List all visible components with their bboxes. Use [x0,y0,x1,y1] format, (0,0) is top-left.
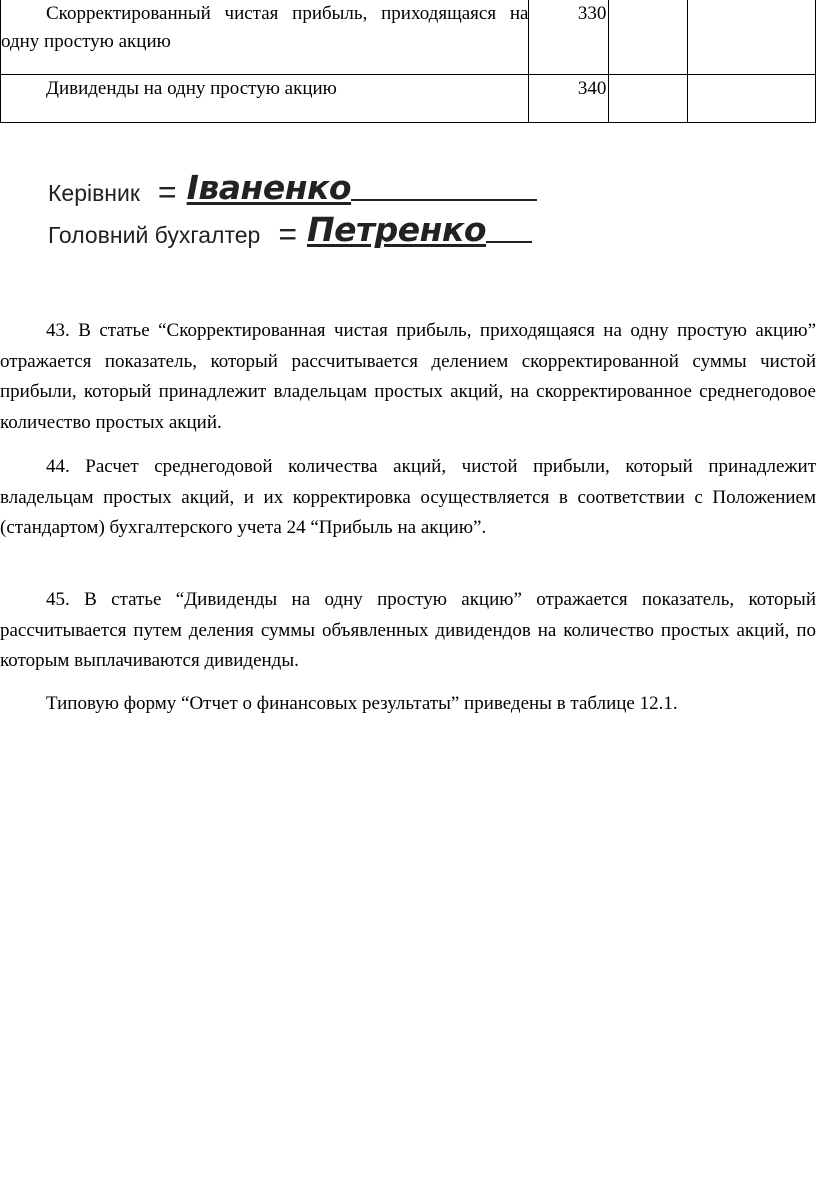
paragraph-43: 43. В статье “Скорректированная чистая прибыль, приходящаяся на одну простую акцию” отражается показатель, который рассчитывается делением скорректированной суммы чистой прибыли, который принадлежит владельцам простых акций, на скорректированное среднегодовое количество простых акций. [0,320,816,433]
accountant-signature-line [48,210,532,252]
row-name-cell [1,75,529,123]
row-name-cell [1,0,529,75]
accountant-signature: Петренко [307,210,486,249]
row-code: 330 [529,0,609,75]
paragraph-45: 45. В статье “Дивиденды на одну простую акцию” отражается показатель, который рассчитывается путем деления суммы объявленных дивидендов на количество простых акций, по которым выплачиваются дивиденды. [0,589,816,671]
row-name: Дивиденды на одну простую акцию [46,78,337,99]
accountant-role: Головний бухгалтер [48,222,261,248]
accountant-equals: = [278,216,297,252]
paragraph-table-reference: Типовую форму “Отчет о финансовых результаты” приведены в таблице 12.1. [46,693,678,714]
table-row [1,0,816,75]
director-equals: = [157,174,177,210]
row-value-current [609,0,688,75]
director-role: Керівник [48,180,140,206]
accountant-signature-rule [486,241,532,243]
director-signature-rule [351,199,537,201]
report-table [0,0,816,123]
director-signature-line [48,168,537,210]
row-code: 340 [529,75,609,123]
table-row [1,75,816,123]
director-signature: Іваненко [186,168,352,207]
row-value-previous [688,0,816,75]
row-value-current [609,75,688,123]
row-value-previous [688,75,816,123]
row-name: Скорректированный чистая прибыль, приходящаяся на одну простую акцию [1,3,529,52]
signature-block [48,168,568,258]
paragraph-44: 44. Расчет среднегодовой количества акций, чистой прибыли, который принадлежит владельцам простых акций, и их корректировка осуществляется в соответствии с Положением (стандартом) бухгалтерского учета 24 “Прибыль на акцию”. [0,456,816,538]
